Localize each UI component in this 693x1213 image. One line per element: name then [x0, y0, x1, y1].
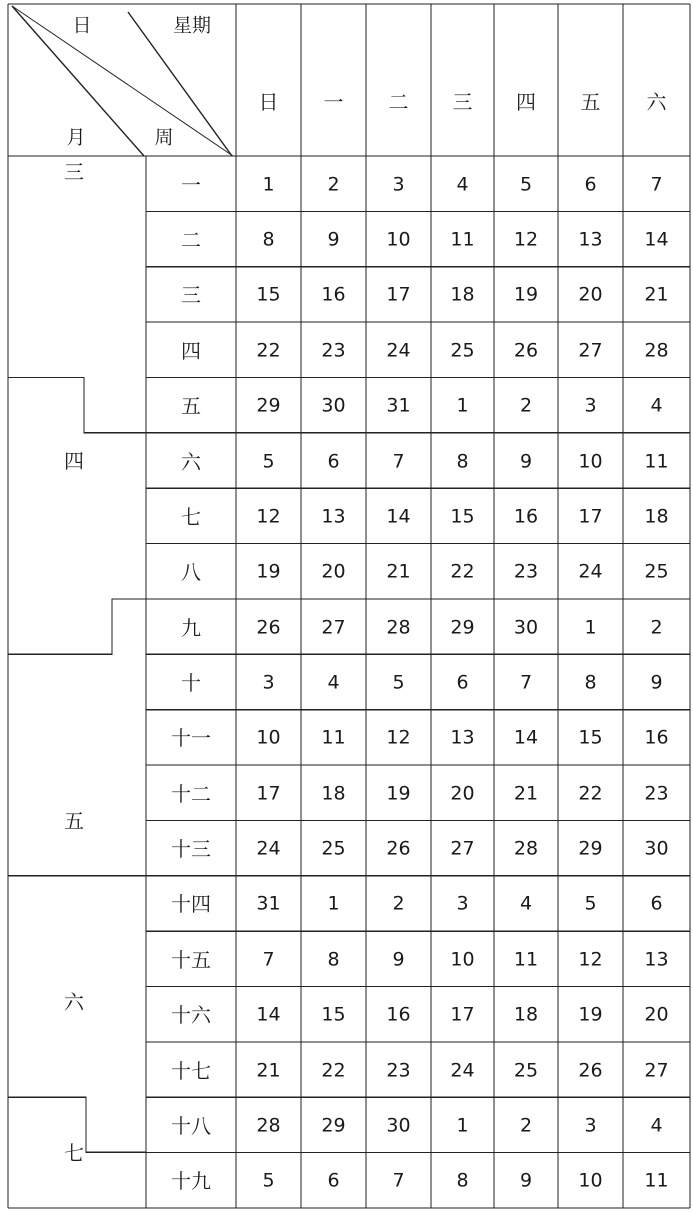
- day-number-cell: 8: [327, 948, 340, 971]
- month-label: 五: [64, 809, 84, 833]
- week-label: 八: [181, 560, 201, 585]
- week-label: 十: [181, 671, 201, 695]
- week-label: 六: [181, 449, 201, 474]
- day-number-cell: 8: [584, 671, 597, 694]
- day-number-cell: 17: [450, 1003, 475, 1026]
- day-number-cell: 20: [321, 560, 346, 583]
- day-number-cell: 26: [578, 1059, 603, 1082]
- week-label: 十四: [171, 892, 211, 917]
- day-number-cell: 14: [386, 505, 411, 528]
- day-number-cell: 23: [321, 339, 346, 362]
- day-number-cell: 10: [256, 726, 281, 749]
- day-number-cell: 18: [644, 505, 669, 528]
- day-number-cell: 29: [321, 1114, 346, 1137]
- day-number-cell: 27: [578, 339, 603, 362]
- day-number-cell: 3: [262, 671, 275, 694]
- week-label: 五: [181, 394, 201, 419]
- corner-weekday-label: 星期: [172, 14, 212, 37]
- day-number-cell: 1: [327, 892, 340, 915]
- day-number-cell: 17: [256, 782, 281, 805]
- day-number-cell: 13: [644, 948, 669, 971]
- day-number-cell: 10: [578, 1169, 603, 1192]
- day-number-cell: 9: [327, 228, 340, 251]
- day-number-cell: 26: [513, 339, 539, 362]
- day-number-cell: 10: [450, 948, 475, 971]
- day-number-cell: 14: [644, 228, 669, 251]
- day-number-cell: 25: [450, 339, 475, 362]
- day-number-cell: 29: [256, 394, 281, 417]
- day-number-cell: 30: [321, 394, 346, 417]
- day-number-cell: 20: [578, 283, 603, 306]
- day-number-cell: 2: [519, 1114, 533, 1137]
- corner-week-label: 周: [154, 126, 174, 149]
- day-number-cell: 26: [386, 837, 411, 860]
- corner-day-label: 日: [72, 14, 92, 37]
- day-number-cell: 28: [386, 616, 411, 639]
- day-number-cell: 29: [578, 837, 603, 860]
- day-number-cell: 4: [519, 892, 533, 915]
- day-number-cell: 24: [386, 339, 411, 362]
- day-number-cell: 22: [450, 560, 475, 583]
- day-number-cell: 2: [519, 394, 533, 417]
- day-number-cell: 6: [327, 1169, 340, 1192]
- day-number-cell: 1: [456, 394, 469, 417]
- day-number-cell: 19: [256, 560, 281, 583]
- day-number-cell: 4: [456, 173, 469, 196]
- day-number-cell: 10: [386, 228, 411, 251]
- day-number-cell: 30: [644, 837, 669, 860]
- day-number-cell: 15: [450, 505, 475, 528]
- day-number-cell: 16: [513, 505, 539, 528]
- day-number-cell: 15: [578, 726, 603, 749]
- month-label: 四: [64, 449, 84, 473]
- week-label: 一: [181, 172, 201, 197]
- day-number-cell: 6: [584, 173, 597, 196]
- day-number-cell: 7: [262, 948, 275, 971]
- day-number-cell: 6: [456, 671, 469, 694]
- day-number-cell: 15: [321, 1003, 346, 1026]
- day-number-cell: 19: [386, 782, 411, 805]
- day-number-cell: 5: [262, 1169, 275, 1192]
- day-number-cell: 21: [644, 283, 669, 306]
- day-number-cell: 14: [256, 1003, 281, 1026]
- day-number-cell: 12: [386, 726, 411, 749]
- day-number-cell: 4: [650, 1114, 663, 1137]
- day-number-cell: 11: [644, 450, 669, 473]
- month-label: 七: [64, 1141, 84, 1165]
- day-number-cell: 5: [519, 173, 533, 196]
- day-number-cell: 21: [256, 1059, 281, 1082]
- day-number-cell: 23: [386, 1059, 411, 1082]
- day-number-cell: 22: [578, 782, 603, 805]
- week-label: 十八: [171, 1113, 211, 1138]
- week-label: 十七: [171, 1058, 211, 1083]
- day-number-cell: 31: [386, 394, 411, 417]
- day-number-cell: 7: [650, 173, 663, 196]
- day-number-cell: 3: [456, 892, 469, 915]
- day-number-cell: 13: [321, 505, 346, 528]
- week-label: 十一: [171, 726, 211, 751]
- weekday-header-5: 五: [580, 90, 601, 114]
- day-number-cell: 13: [578, 228, 603, 251]
- day-number-cell: 18: [513, 1003, 539, 1026]
- week-label: 二: [181, 228, 201, 253]
- day-number-cell: 28: [644, 339, 669, 362]
- day-number-cell: 22: [321, 1059, 346, 1082]
- day-number-cell: 6: [327, 450, 340, 473]
- day-number-cell: 19: [578, 1003, 603, 1026]
- day-number-cell: 1: [262, 173, 275, 196]
- week-label: 四: [181, 338, 201, 363]
- day-number-cell: 11: [321, 726, 346, 749]
- day-number-cell: 8: [456, 450, 469, 473]
- day-number-cell: 11: [450, 228, 475, 251]
- day-number-cell: 5: [584, 892, 597, 915]
- day-number-cell: 16: [321, 283, 346, 306]
- day-number-cell: 23: [644, 782, 669, 805]
- day-number-cell: 16: [386, 1003, 411, 1026]
- day-number-cell: 25: [513, 1059, 539, 1082]
- day-number-cell: 7: [392, 450, 405, 473]
- day-number-cell: 7: [392, 1169, 405, 1192]
- day-number-cell: 2: [392, 892, 405, 915]
- day-number-cell: 27: [644, 1059, 669, 1082]
- day-number-cell: 29: [450, 616, 475, 639]
- day-number-cell: 25: [321, 837, 346, 860]
- day-number-cell: 12: [256, 505, 281, 528]
- month-label: 六: [64, 990, 84, 1014]
- day-number-cell: 9: [519, 450, 533, 473]
- weekday-header-4: 四: [516, 90, 536, 114]
- day-number-cell: 27: [450, 837, 475, 860]
- day-number-cell: 3: [392, 173, 405, 196]
- weekday-header-6: 六: [646, 90, 667, 114]
- weekday-header-1: 一: [323, 90, 344, 114]
- week-label: 三: [181, 283, 201, 308]
- weekday-header-3: 三: [452, 90, 473, 114]
- week-label: 九: [181, 615, 201, 640]
- day-number-cell: 28: [513, 837, 539, 860]
- day-number-cell: 4: [650, 394, 663, 417]
- day-number-cell: 17: [578, 505, 603, 528]
- day-number-cell: 30: [386, 1114, 411, 1137]
- day-number-cell: 20: [450, 782, 475, 805]
- day-number-cell: 22: [256, 339, 281, 362]
- day-number-cell: 18: [450, 283, 475, 306]
- day-number-cell: 11: [644, 1169, 669, 1192]
- day-number-cell: 30: [513, 616, 539, 639]
- week-label: 十六: [171, 1003, 211, 1028]
- day-number-cell: 6: [650, 892, 663, 915]
- day-number-cell: 5: [262, 450, 275, 473]
- day-number-cell: 8: [262, 228, 275, 251]
- week-label: 十九: [171, 1169, 211, 1194]
- weekday-header-2: 二: [388, 90, 409, 114]
- day-number-cell: 1: [456, 1114, 469, 1137]
- day-number-cell: 21: [386, 560, 411, 583]
- day-number-cell: 11: [513, 948, 539, 971]
- week-label: 十五: [171, 947, 211, 972]
- day-number-cell: 25: [644, 560, 669, 583]
- day-number-cell: 15: [256, 283, 281, 306]
- day-number-cell: 24: [578, 560, 603, 583]
- day-number-cell: 8: [456, 1169, 469, 1192]
- day-number-cell: 12: [578, 948, 603, 971]
- day-number-cell: 5: [392, 671, 405, 694]
- day-number-cell: 12: [513, 228, 539, 251]
- day-number-cell: 2: [327, 173, 340, 196]
- day-number-cell: 13: [450, 726, 475, 749]
- day-number-cell: 31: [256, 892, 281, 915]
- day-number-cell: 9: [392, 948, 405, 971]
- day-number-cell: 3: [584, 1114, 597, 1137]
- day-number-cell: 1: [584, 616, 597, 639]
- day-number-cell: 10: [578, 450, 603, 473]
- day-number-cell: 4: [327, 671, 340, 694]
- day-number-cell: 9: [650, 671, 663, 694]
- week-label: 十三: [171, 837, 211, 862]
- day-number-cell: 2: [650, 616, 663, 639]
- week-label: 十二: [171, 781, 211, 806]
- day-number-cell: 19: [513, 283, 539, 306]
- day-number-cell: 20: [644, 1003, 669, 1026]
- day-number-cell: 9: [519, 1169, 533, 1192]
- day-number-cell: 3: [584, 394, 597, 417]
- weekday-header-0: 日: [258, 90, 279, 114]
- month-boundary-april-may: [8, 599, 146, 654]
- day-number-cell: 27: [321, 616, 346, 639]
- day-number-cell: 24: [450, 1059, 475, 1082]
- day-number-cell: 28: [256, 1114, 281, 1137]
- day-number-cell: 24: [256, 837, 281, 860]
- day-number-cell: 23: [513, 560, 539, 583]
- day-number-cell: 17: [386, 283, 411, 306]
- month-label: 三: [64, 160, 84, 184]
- corner-month-label: 月: [66, 126, 86, 149]
- day-number-cell: 21: [513, 782, 539, 805]
- month-boundary-march-april: [8, 377, 146, 432]
- day-number-cell: 26: [256, 616, 281, 639]
- day-number-cell: 7: [519, 671, 533, 694]
- day-number-cell: 16: [644, 726, 669, 749]
- week-label: 七: [181, 504, 201, 529]
- day-number-cell: 14: [513, 726, 539, 749]
- day-number-cell: 18: [321, 782, 346, 805]
